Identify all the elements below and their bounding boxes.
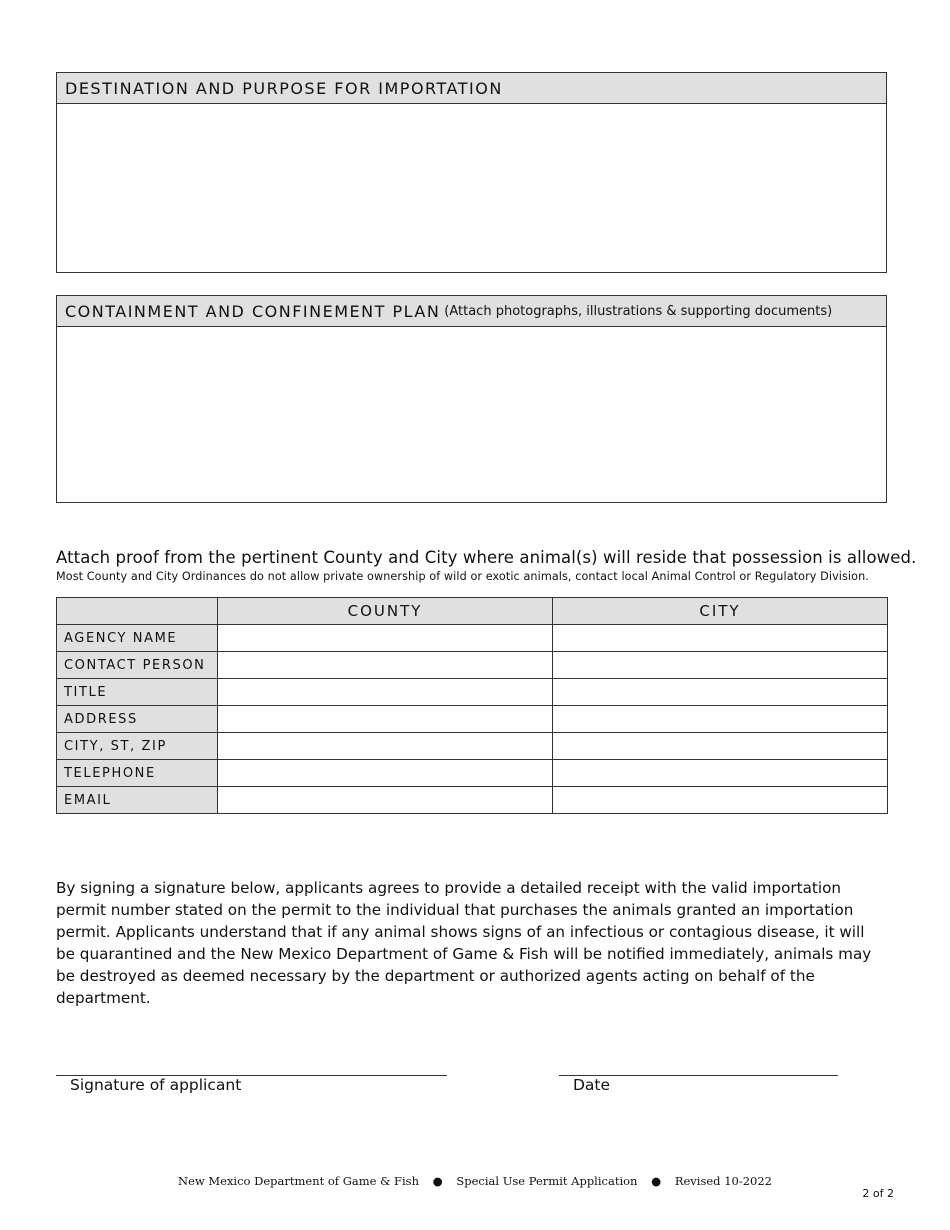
table-row: [57, 652, 888, 679]
row-label-title: TITLE: [57, 679, 218, 706]
row-label-city-st-zip: CITY, ST, ZIP: [57, 733, 218, 760]
county-email-field[interactable]: [218, 787, 553, 814]
city-email-field[interactable]: [553, 787, 888, 814]
date-label: Date: [573, 1076, 611, 1094]
county-title-field[interactable]: [218, 679, 553, 706]
city-agency-name-field[interactable]: [553, 625, 888, 652]
footer-org: New Mexico Department of Game & Fish: [178, 1174, 419, 1188]
page-number: 2 of 2: [862, 1187, 894, 1200]
city-address-field[interactable]: [553, 706, 888, 733]
containment-plan-field[interactable]: [57, 327, 886, 502]
destination-section-header: [57, 73, 886, 104]
table-row: [57, 625, 888, 652]
county-telephone-field[interactable]: [218, 760, 553, 787]
county-contact-person-field[interactable]: [218, 652, 553, 679]
containment-section: [56, 295, 887, 503]
agency-table-header-row: [57, 598, 888, 625]
footer-separator-icon: ●: [432, 1174, 443, 1188]
table-row: [57, 679, 888, 706]
proof-note: Most County and City Ordinances do not allow private ownership of wild or exotic animals, contact local Animal Control or Regulatory Division.: [56, 570, 869, 583]
county-agency-name-field[interactable]: [218, 625, 553, 652]
destination-section: [56, 72, 887, 273]
containment-section-title: CONTAINMENT AND CONFINEMENT PLAN: [65, 301, 441, 321]
table-row: [57, 760, 888, 787]
city-contact-person-field[interactable]: [553, 652, 888, 679]
row-label-telephone: TELEPHONE: [57, 760, 218, 787]
row-label-email: EMAIL: [57, 787, 218, 814]
column-header-county: COUNTY: [218, 598, 553, 625]
containment-section-note: (Attach photographs, illustrations & supporting documents): [444, 303, 833, 319]
destination-section-title: DESTINATION AND PURPOSE FOR IMPORTATION: [65, 78, 503, 98]
row-label-contact-person: CONTACT PERSON: [57, 652, 218, 679]
city-city-st-zip-field[interactable]: [553, 733, 888, 760]
county-city-st-zip-field[interactable]: [218, 733, 553, 760]
footer-form-name: Special Use Permit Application: [456, 1174, 638, 1188]
row-label-agency-name: AGENCY NAME: [57, 625, 218, 652]
signature-label: Signature of applicant: [70, 1076, 242, 1094]
agency-table-corner: [57, 598, 218, 625]
containment-section-header: [57, 296, 886, 327]
footer-separator-icon: ●: [651, 1174, 662, 1188]
city-telephone-field[interactable]: [553, 760, 888, 787]
agency-table: [56, 597, 888, 814]
page-footer: [0, 1174, 950, 1188]
column-header-city: CITY: [553, 598, 888, 625]
proof-instruction: Attach proof from the pertinent County and City where animal(s) will reside that possession is allowed.: [56, 548, 917, 567]
county-address-field[interactable]: [218, 706, 553, 733]
table-row: [57, 733, 888, 760]
table-row: [57, 787, 888, 814]
footer-revised: Revised 10-2022: [674, 1174, 772, 1188]
row-label-address: ADDRESS: [57, 706, 218, 733]
destination-purpose-field[interactable]: [57, 104, 886, 272]
city-title-field[interactable]: [553, 679, 888, 706]
table-row: [57, 706, 888, 733]
agreement-statement: By signing a signature below, applicants agrees to provide a detailed receipt with the valid importation permit number stated on the permit to the individual that purchases the animals granted an importation permit. Applicants understand that if any animal shows signs of an infectious or contagious disease, it will be quarantined and the New Mexico Department of Game & Fish will be notified immediately, animals may be destroyed as deemed necessary by the department or authorized agents acting on behalf of the department.: [56, 879, 872, 1007]
